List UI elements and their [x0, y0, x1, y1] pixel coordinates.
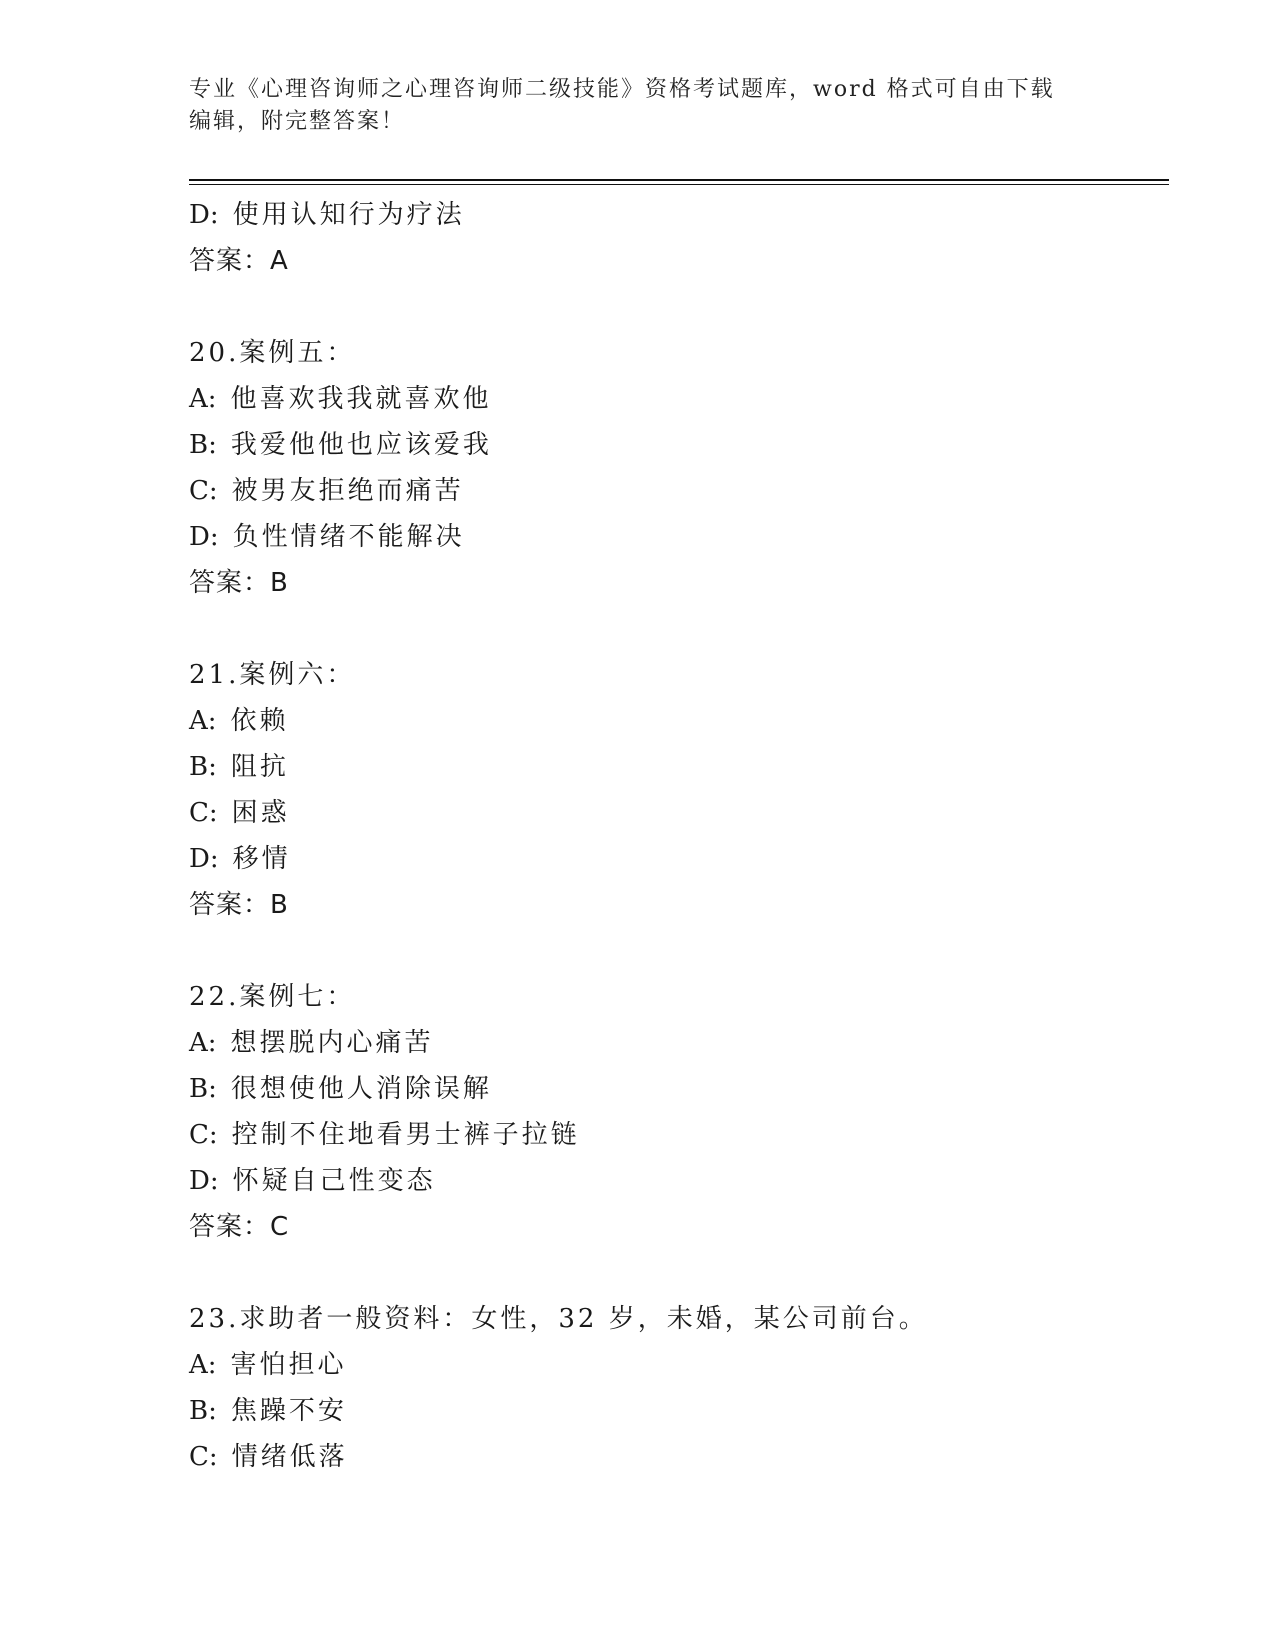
question-block — [189, 652, 1169, 974]
header-title-line-2: 编辑，附完整答案！ — [189, 109, 406, 134]
option-item — [189, 1020, 1169, 1066]
option-text: 负性情绪不能解决 — [232, 522, 465, 552]
option-label: A: — [189, 1028, 217, 1058]
header-title-line-1: 专业《心理咨询师之心理咨询师二级技能》资格考试题库，word 格式可自由下载 — [189, 77, 1055, 102]
option-text: 很想使他人消除误解 — [230, 1074, 492, 1104]
answer-text: 答案：C — [189, 1212, 290, 1242]
header-divider-thick — [189, 179, 1169, 181]
option-label: A: — [189, 384, 217, 414]
answer-text: 答案：A — [189, 246, 289, 276]
option-label: A: — [189, 706, 217, 736]
question-block — [189, 974, 1169, 1296]
document-header — [189, 74, 1089, 138]
option-text: 情绪低落 — [231, 1442, 348, 1472]
option-item — [189, 1112, 1169, 1158]
question-block — [189, 192, 1169, 330]
option-label: D: — [189, 522, 219, 552]
option-label: C: — [189, 476, 218, 506]
option-text: 依赖 — [230, 706, 289, 736]
block-spacer — [189, 1250, 1169, 1296]
option-item — [189, 744, 1169, 790]
option-text: 移情 — [232, 844, 291, 874]
option-item — [189, 1066, 1169, 1112]
option-label: B: — [189, 1396, 217, 1426]
option-item — [189, 376, 1169, 422]
option-label: B: — [189, 430, 217, 460]
option-item — [189, 1388, 1169, 1434]
question-text: 20.案例五： — [189, 338, 356, 368]
option-item — [189, 422, 1169, 468]
option-text: 他喜欢我我就喜欢他 — [230, 384, 492, 414]
option-item — [189, 1158, 1169, 1204]
option-label: D: — [189, 1166, 219, 1196]
option-label: B: — [189, 1074, 217, 1104]
option-text: 阻抗 — [230, 752, 289, 782]
option-label: C: — [189, 1120, 218, 1150]
option-text: 我爱他他也应该爱我 — [230, 430, 492, 460]
option-text: 怀疑自己性变态 — [232, 1166, 436, 1196]
option-text: 使用认知行为疗法 — [232, 200, 465, 230]
question-list — [189, 192, 1169, 1480]
question-text: 23.求助者一般资料：女性，32 岁，未婚，某公司前台。 — [189, 1304, 928, 1334]
option-item — [189, 1342, 1169, 1388]
answer-text: 答案：B — [189, 890, 289, 920]
question-text: 22.案例七： — [189, 982, 356, 1012]
option-text: 困惑 — [231, 798, 290, 828]
option-label: D: — [189, 200, 219, 230]
option-text: 想摆脱内心痛苦 — [230, 1028, 434, 1058]
answer-text: 答案：B — [189, 568, 289, 598]
option-label: D: — [189, 844, 219, 874]
header-divider-thin — [189, 184, 1169, 185]
option-item — [189, 514, 1169, 560]
block-spacer — [189, 928, 1169, 974]
option-text: 被男友拒绝而痛苦 — [231, 476, 464, 506]
option-item — [189, 468, 1169, 514]
option-text: 害怕担心 — [230, 1350, 347, 1380]
option-item — [189, 836, 1169, 882]
option-text: 焦躁不安 — [230, 1396, 347, 1426]
option-item — [189, 1434, 1169, 1480]
block-spacer — [189, 284, 1169, 330]
option-item — [189, 192, 1169, 238]
block-spacer — [189, 606, 1169, 652]
option-item — [189, 790, 1169, 836]
question-text: 21.案例六： — [189, 660, 356, 690]
option-label: B: — [189, 752, 217, 782]
question-block — [189, 330, 1169, 652]
option-label: C: — [189, 798, 218, 828]
option-label: C: — [189, 1442, 218, 1472]
question-block — [189, 1296, 1169, 1480]
option-text: 控制不住地看男士裤子拉链 — [231, 1120, 580, 1150]
option-item — [189, 698, 1169, 744]
option-label: A: — [189, 1350, 217, 1380]
